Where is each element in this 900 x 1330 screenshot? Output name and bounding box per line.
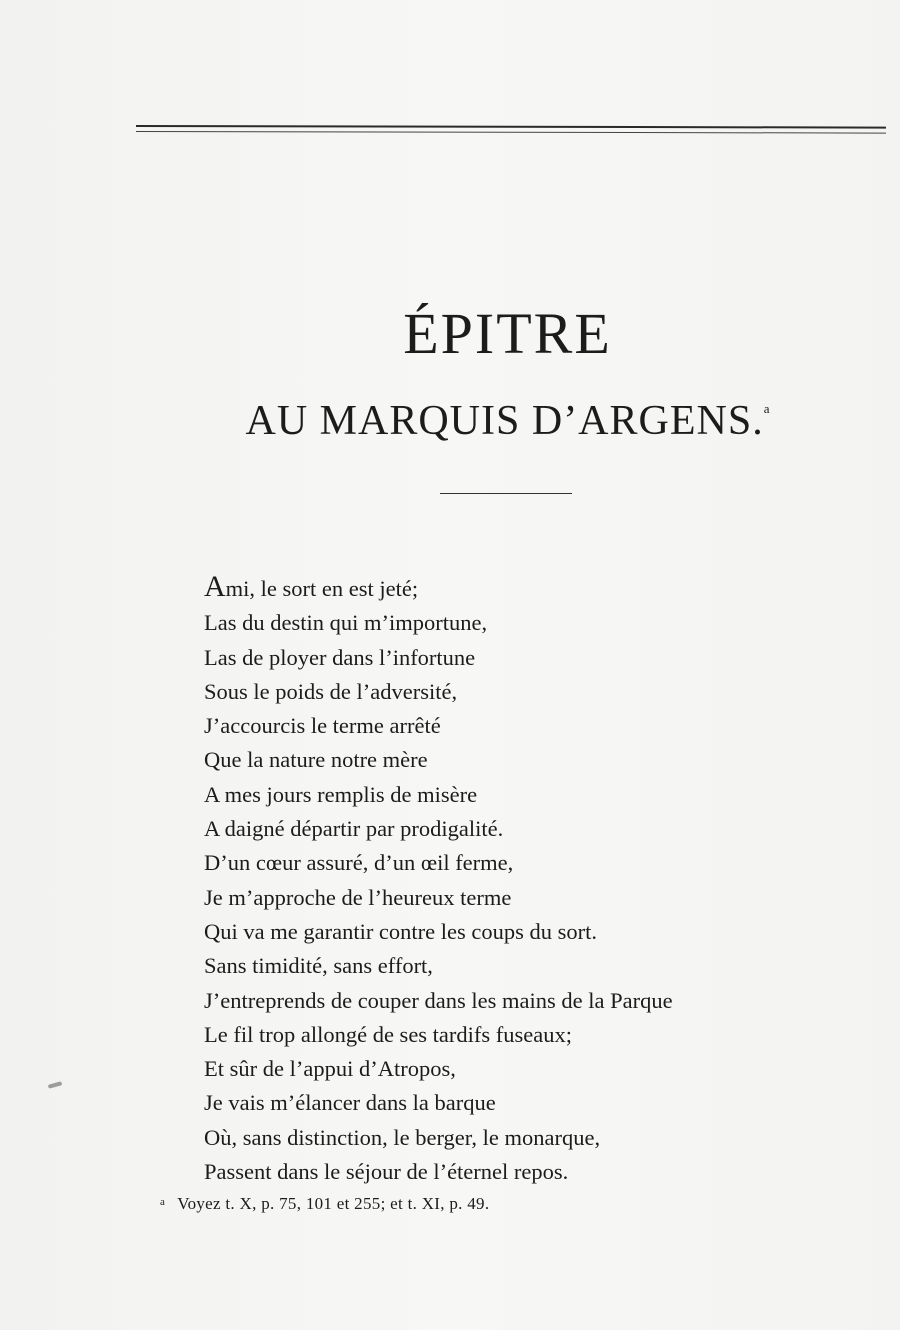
poem-line: Et sûr de l’appui d’Atropos, xyxy=(204,1056,456,1082)
poem-line: D’un cœur assuré, d’un œil ferme, xyxy=(204,850,514,876)
poem-line: A mes jours remplis de misère xyxy=(204,781,478,807)
poem-line: Las du destin qui m’importune, xyxy=(204,610,488,636)
poem-line: J’entreprends de couper dans les mains de la Parque xyxy=(204,987,673,1013)
poem-line: Que la nature notre mère xyxy=(204,747,428,773)
poem-line: Je vais m’élancer dans la barque xyxy=(204,1090,496,1116)
poem-line: Qui va me garantir contre les coups du sort. xyxy=(204,918,598,944)
page-subtitle xyxy=(0,400,900,442)
poem-line: Sous le poids de l’adversité, xyxy=(204,678,458,704)
poem-line: A daigné départir par prodigalité. xyxy=(204,816,504,842)
poem-line: Où, sans distinction, le berger, le monarque, xyxy=(204,1124,601,1150)
footnote-text: Voyez t. X, p. 75, 101 et 255; et t. XI, p. 49. xyxy=(177,1194,490,1213)
poem-line: Ami, le sort en est jeté; xyxy=(204,570,419,603)
page-title: ÉPITRE xyxy=(403,301,612,366)
header-rule xyxy=(136,125,886,134)
poem-line: Las de ployer dans l’infortune xyxy=(204,644,476,670)
poem-line: Le fil trop allongé de ses tardifs fuseaux; xyxy=(204,1021,573,1047)
footnote xyxy=(160,1194,489,1214)
title-divider xyxy=(440,493,572,494)
poem-line: Passent dans le séjour de l’éternel repos. xyxy=(204,1159,569,1185)
subtitle-text: AU MARQUIS D’ARGENS. xyxy=(245,398,764,444)
poem-line: Je m’approche de l’heureux terme xyxy=(204,884,512,910)
ink-speck xyxy=(48,1081,63,1088)
poem-line: Sans timidité, sans effort, xyxy=(204,953,433,979)
subtitle-note-marker: a xyxy=(763,401,770,416)
footnote-marker: a xyxy=(160,1196,166,1208)
poem xyxy=(204,570,673,1189)
poem-line: J’accourcis le terme arrêté xyxy=(204,713,441,739)
